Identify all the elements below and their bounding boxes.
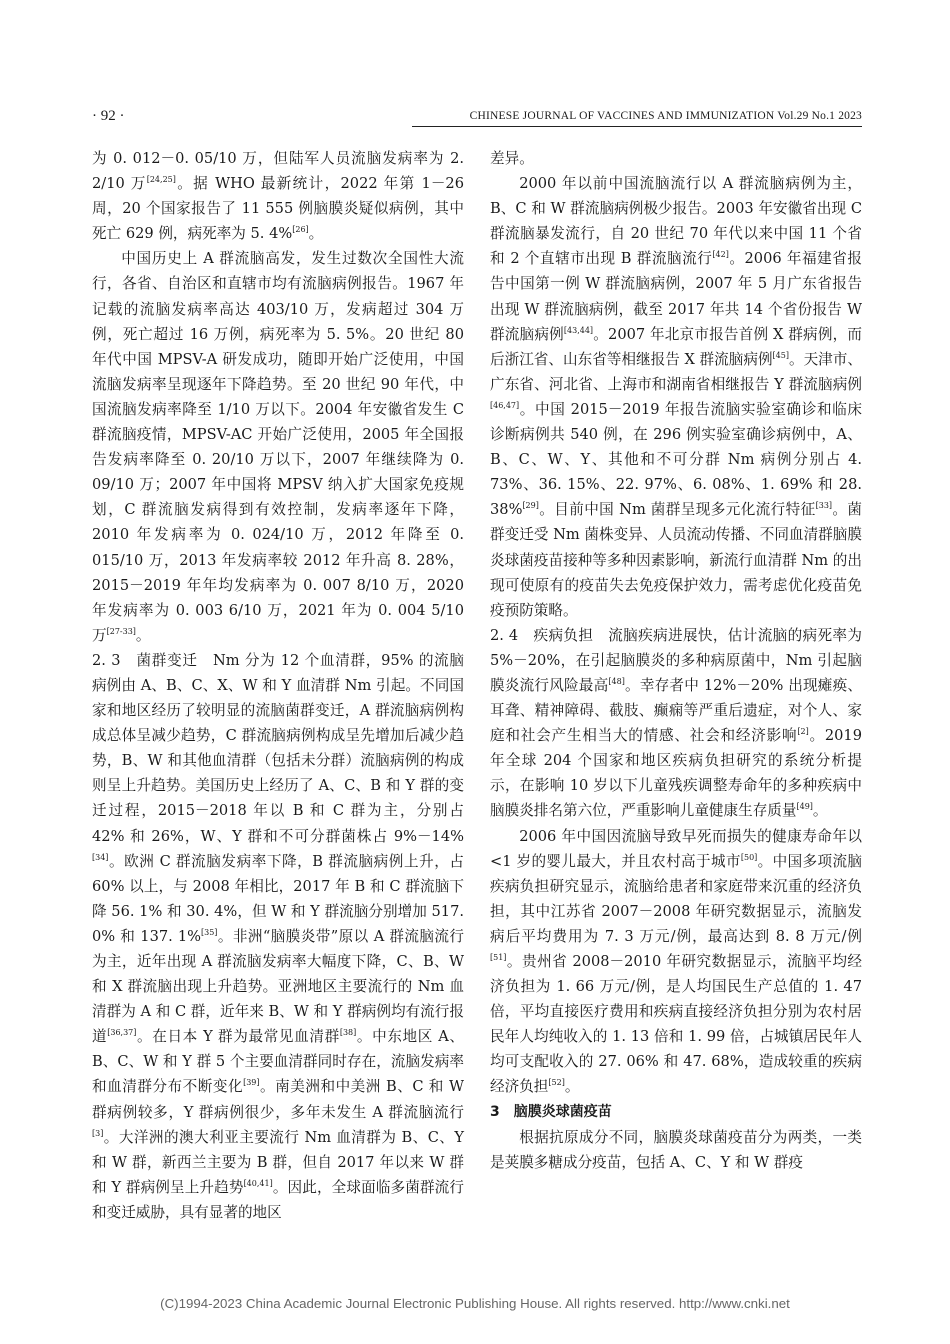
citation: [45]	[772, 350, 789, 360]
citation: [43,44]	[563, 325, 594, 335]
citation: [29]	[522, 501, 539, 511]
citation: [2]	[797, 727, 809, 737]
paragraph-vaccine-types: 根据抗原成分不同，脑膜炎球菌疫苗分为两类，一类是荚膜多糖成分疫苗，包括 A、C、Y 和 W 群疫	[490, 1128, 862, 1171]
section-heading-3: 3 脑膜炎球菌疫苗	[490, 1103, 612, 1120]
citation: [39]	[243, 1078, 260, 1088]
paragraph-china-history: 中国历史上 A 群流脑高发，发生过数次全国性大流行，各省、自治区和直辖市均有流脑病例报告。1967 年记载的流脑发病率高达 403/10 万，发病超过 304 万例，死亡超过 16 万例，病死率为 5. 5%。20 世纪 80 年代中国 MPSV-A 研发成功，随即开始广泛使用，中国流脑发病率呈现逐年下降趋势。至 20 世纪 90 年代，中国流脑发病率降至 1/10 万以下。2004 年安徽省发生 C 群流脑疫情，MPSV-AC 开始广泛使用，2005 年全国报告发病率降至 0. 20/10 万以下，2007 年继续降为 0. 09/10 万；2007 年中国将 MPSV 纳入扩大国家免疫规划，C 群流脑发病得到有效控制，发病率逐年下降，2010 年发病率为 0. 024/10 万，2012 年降至 0. 015/10 万，2013 年发病率较 2012 年升高 8. 28%，2015－2019 年年均发病率为 0. 007 8/10 万，2020 年发病率为 0. 003 6/10 万，2021 年为 0. 004 5/10 万[27-33]。	[92, 250, 464, 644]
right-column	[490, 146, 862, 1175]
citation: [48]	[608, 677, 625, 687]
journal-running-title: CHINESE JOURNAL OF VACCINES AND IMMUNIZATION Vol.29 No.1 2023	[469, 110, 862, 122]
citation: [33]	[815, 501, 833, 511]
citation: [52]	[548, 1078, 565, 1088]
citation: [46,47]	[490, 401, 520, 411]
paragraph-china-serogroups: 2000 年以前中国流脑流行以 A 群流脑病例为主，B、C 和 W 群流脑病例极少报告。2003 年安徽省出现 C 群流脑暴发流行，自 20 世纪 70 年代以来中国 11 个省和 2 个直辖市出现 B 群流脑流行[42]。2006 年福建省报告中国第一例 W 群流脑病例，2007 年 5 月广东省报告出现 W 群流脑病例，截至 2017 年共 14 个省份报告 W 群流脑病例[43,44]。2007 年北京市报告首例 X 群病例，而后浙江省、山东省等相继报告 X 群流脑病例[45]。天津市、广东省、河北省、上海市和湖南省相继报告 Y 群流脑病例[46,47]。中国 2015－2019 年报告流脑实验室确诊和临床诊断病例共 540 例，在 296 例实验室确诊病例中，A、B、C、W、Y、其他和不可分群 Nm 病例分别占 4. 73%、36. 15%、22. 97%、6. 08%、1. 69% 和 28. 38%[29]。目前中国 Nm 菌群呈现多元化流行特征[33]。菌群变迁受 Nm 菌株变异、人员流动传播、不同血清群脑膜炎球菌疫苗接种等多种因素影响，新流行血清群 Nm 的出现可使原有的疫苗失去免疫保护效力，需考虑优化疫苗免疫预防策略。	[490, 175, 862, 619]
citation: [38]	[339, 1028, 357, 1038]
paragraph-continued: 差异。	[490, 150, 534, 167]
citation: [24,25]	[146, 175, 176, 185]
section-2-4-disease-burden: 2. 4 疾病负担 流脑疾病进展快，估计流脑的病死率为 5%－20%，在引起脑膜炎的多种病原菌中，Nm 引起脑膜炎流行风险最高[48]。幸存者中 12%－20% 出现瘫痪、耳聋、精神障碍、截肢、癫痫等严重后遗症，对个人、家庭和社会产生相当大的情感、社会和经济影响[2]。2019 年全球 204 个国家和地区疾病负担研究的系统分析提示，在影响 10 岁以下儿童残疾调整寿命年的多种疾病中脑膜炎排名第六位，严重影响儿童健康生存质量[49]。	[490, 626, 863, 820]
header-rule	[412, 126, 862, 127]
paragraph-economic-burden: 2006 年中国因流脑导致早死而损失的健康寿命年以<1 岁的婴儿最大，并且农村高于城市[50]。中国多项流脑疾病负担研究显示，流脑给患者和家庭带来沉重的经济负担，其中江苏省 2007－2008 年研究数据显示，流脑发病后平均费用为 7. 3 万元/例，最高达到 8. 8 万元/例[51]。贵州省 2008－2010 年研究数据显示，流脑平均经济负担为 1. 66 万元/例，是人均国民生产总值的 1. 47 倍，平均直接医疗费用和疾病直接经济负担分别为农村居民年人均纯收入的 1. 13 倍和 1. 99 倍，占城镇居民年人均可支配收入的 27. 06% 和 47. 68%，造成较重的疾病经济负担[52]。	[490, 827, 862, 1096]
citation: [34]	[92, 852, 109, 862]
citation: [36,37]	[107, 1028, 137, 1038]
citation: [50]	[740, 852, 758, 862]
section-2-3-serogroup-change: 2. 3 菌群变迁 Nm 分为 12 个血清群，95% 的流脑病例由 A、B、C、X、W 和 Y 血清群 Nm 引起。不同国家和地区经历了较明显的流脑菌群变迁，A 群流脑病例构成总体呈减少趋势，C 群流脑病例构成呈先增加后减少趋势，B、W 和其他血清群（包括未分群）流脑病例的构成则呈上升趋势。美国历史上经历了 A、C、B 和 Y 群的变迁过程，2015－2018 年以 B 和 C 群为主，分别占 42% 和 26%，W、Y 群和不可分群菌株占 9%－14%[34]。欧洲 C 群流脑发病率下降，B 群流脑病例上升，占 60% 以上，与 2008 年相比，2017 年 B 和 C 群流脑下降 56. 1% 和 30. 4%，但 W 和 Y 群流脑分别增加 517. 0% 和 137. 1%[35]。非洲“脑膜炎带”原以 A 群流脑流行为主，近年出现 A 群流脑发病率大幅度下降，C、B、W 和 X 群流脑出现上升趋势。亚洲地区主要流行的 Nm 血清群为 A 和 C 群，近年来 B、W 和 Y 群病例均有流行报道[36,37]。在日本 Y 群为最常见血清群[38]。中东地区 A、B、C、W 和 Y 群 5 个主要血清群同时存在，流脑发病率和血清群分布不断变化[39]。南美洲和中美洲 B、C 和 W 群病例较多，Y 群病例很少，多年未发生 A 群流脑流行[3]。大洋洲的澳大利亚主要流行 Nm 血清群为 B、C、Y 和 W 群，新西兰主要为 B 群，但自 2017 年以来 W 群和 Y 群病例呈上升趋势[40,41]。因此，全球面临多菌群流行和变迁威胁，具有显著的地区	[92, 651, 465, 1221]
section-heading-2-4: 2. 4 疾病负担	[490, 626, 609, 644]
left-column	[92, 146, 464, 1225]
citation: [51]	[490, 953, 507, 963]
paragraph-incidence-continued: 为 0. 012－0. 05/10 万，但陆军人员流脑发病率为 2. 2/10 万[24,25]。据 WHO 最新统计，2022 年第 1－26 周，20 个国家报告了 11 555 例脑膜炎疑似病例，其中死亡 629 例，病死率为 5. 4%[26]。	[92, 150, 464, 243]
citation: [49]	[796, 802, 813, 812]
citation: [35]	[200, 928, 218, 938]
citation: [27-33]	[106, 626, 136, 636]
citation: [3]	[92, 1128, 104, 1138]
citation: [40,41]	[243, 1178, 273, 1188]
citation: [26]	[292, 225, 309, 235]
section-heading-2-3: 2. 3 菌群变迁	[92, 651, 213, 669]
citation: [42]	[712, 250, 729, 260]
page-number: · 92 ·	[92, 108, 125, 124]
copyright-footer: (C)1994-2023 China Academic Journal Electronic Publishing House. All rights reserved. http://www.cnki.net	[160, 1296, 790, 1311]
page-header	[92, 108, 862, 128]
